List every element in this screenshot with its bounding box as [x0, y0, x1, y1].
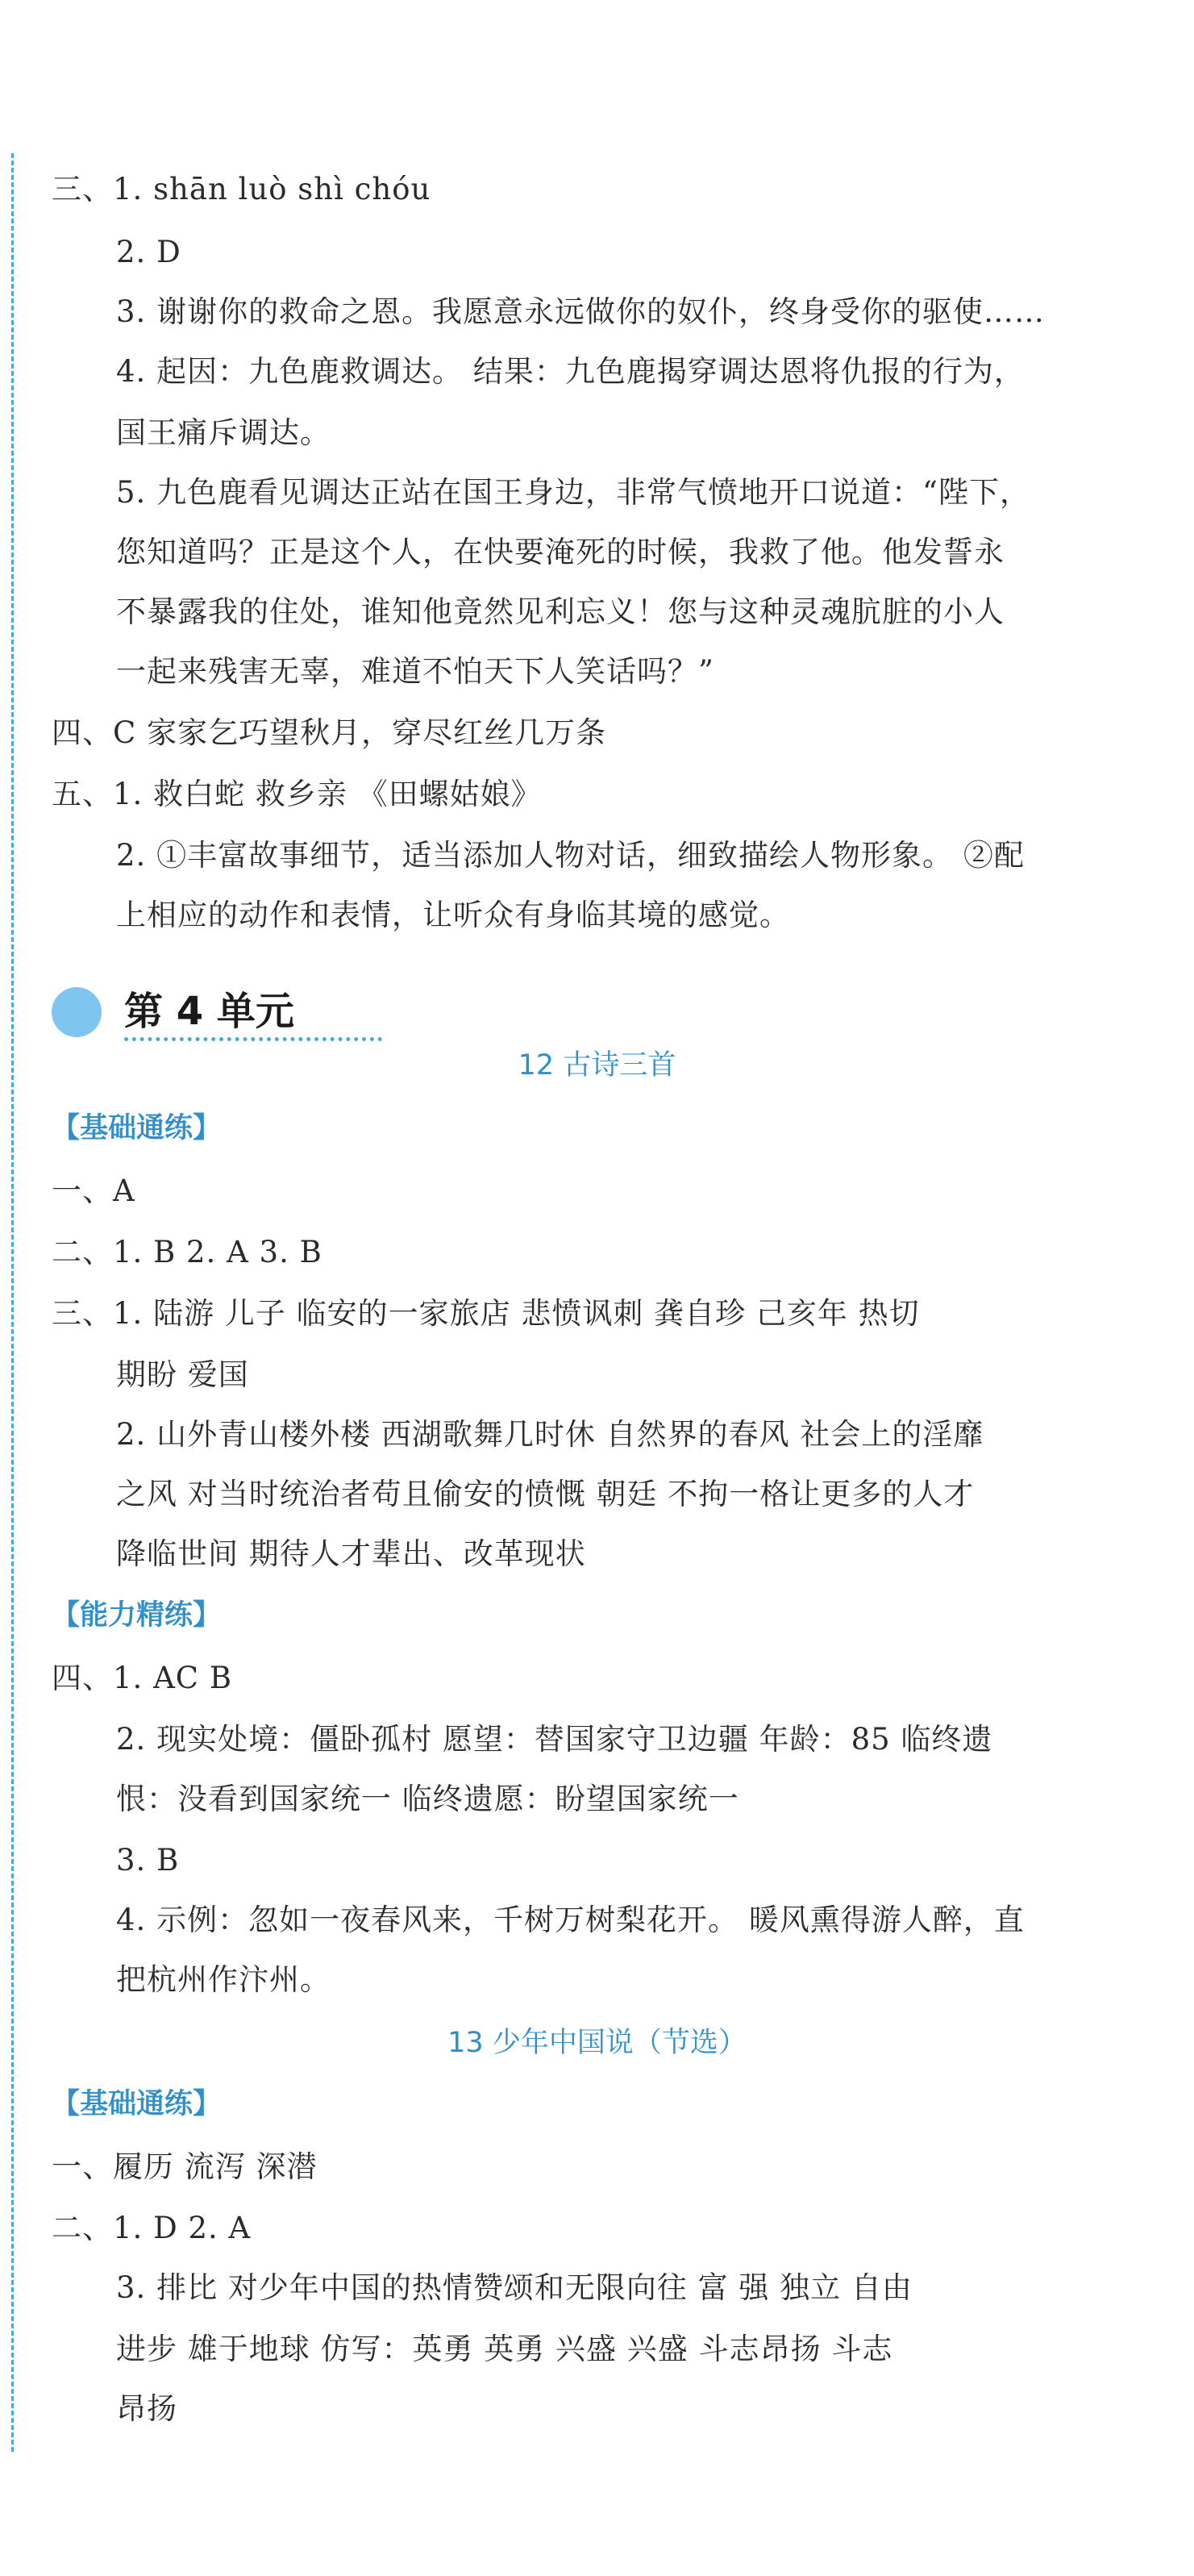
- answer-line: 把杭州作汴州。: [116, 1962, 331, 1997]
- answer-line: 恨：没看到国家统一 临终遗愿：盼望国家统一: [116, 1782, 739, 1816]
- unit-heading: [52, 981, 390, 1045]
- unit-circle-icon: [52, 987, 102, 1037]
- answer-line: 3. B: [116, 1843, 180, 1878]
- section-basic-practice: 【基础通练】: [52, 1112, 222, 1144]
- answer-line: 一起来残害无辜，难道不怕天下人笑话吗？”: [116, 654, 714, 689]
- answer-line: 2. 现实处境：僵卧孤村 愿望：替国家守卫边疆 年龄：85 临终遗: [116, 1722, 993, 1757]
- answer-line: 之风 对当时统治者苟且偷安的愤慨 朝廷 不拘一格让更多的人才: [116, 1477, 975, 1511]
- answer-line: 4. 起因：九色鹿救调达。 结果：九色鹿揭穿调达恩将仇报的行为，: [116, 354, 1025, 389]
- answer-line: 四、1. AC B: [52, 1661, 233, 1695]
- answer-line: 5. 九色鹿看见调达正站在国王身边，非常气愤地开口说道：“陛下，: [116, 475, 1030, 510]
- answer-line: 三、1. 陆游 儿子 临安的一家旅店 悲愤讽刺 龚自珍 己亥年 热切: [52, 1296, 920, 1331]
- answer-line: 五、1. 救白蛇 救乡亲 《田螺姑娘》: [52, 777, 542, 811]
- answer-line: 一、履历 流泻 深潜: [52, 2149, 318, 2184]
- answer-line: 四、C 家家乞巧望秋月，穿尽红丝几万条: [52, 715, 607, 750]
- answer-line: 进步 雄于地球 仿写：英勇 英勇 兴盛 兴盛 斗志昂扬 斗志: [116, 2332, 893, 2366]
- answer-line: 您知道吗？正是这个人，在快要淹死的时候，我救了他。他发誓永: [116, 535, 1005, 569]
- answer-line: 2. D: [116, 235, 181, 269]
- answer-line: 3. 排比 对少年中国的热情赞颂和无限向往 富 强 独立 自由: [116, 2270, 913, 2305]
- answer-line: 三、1. shān luò shì chóu: [52, 172, 431, 206]
- answer-line: 2. 山外青山楼外楼 西湖歌舞几时休 自然界的春风 社会上的淫靡: [116, 1417, 984, 1452]
- unit-dotted-underline: [124, 1037, 382, 1041]
- unit-title: 第 4 单元: [124, 989, 294, 1034]
- section-basic-practice: 【基础通练】: [52, 2088, 222, 2120]
- answer-line: 昂扬: [116, 2391, 177, 2426]
- answer-line: 一、A: [52, 1173, 135, 1208]
- lesson-13-title: 13 少年中国说（节选）: [447, 2027, 747, 2059]
- answer-line: 上相应的动作和表情，让听众有身临其境的感觉。: [116, 898, 790, 932]
- answer-line: 2. ①丰富故事细节，适当添加人物对话，细致描绘人物形象。 ②配: [116, 838, 1025, 873]
- answer-line: 4. 示例：忽如一夜春风来，千树万树梨花开。 暖风熏得游人醉，直: [116, 1903, 1025, 1937]
- section-ability-practice: 【能力精练】: [52, 1599, 222, 1632]
- answer-line: 不暴露我的住处，谁知他竟然见利忘义！您与这种灵魂肮脏的小人: [116, 594, 1005, 629]
- answer-line: 国王痛斥调达。: [116, 415, 331, 450]
- answer-line: 3. 谢谢你的救命之恩。我愿意永远做你的奴仆，终身受你的驱使……: [116, 294, 1046, 329]
- answer-line: 降临世间 期待人才辈出、改革现状: [116, 1536, 586, 1571]
- answer-line: 期盼 爱国: [116, 1357, 249, 1392]
- lesson-12-title: 12 古诗三首: [518, 1049, 676, 1082]
- margin-dashed-line: [11, 153, 14, 2452]
- answer-line: 二、1. D 2. A: [52, 2211, 252, 2245]
- answer-line: 二、1. B 2. A 3. B: [52, 1235, 322, 1269]
